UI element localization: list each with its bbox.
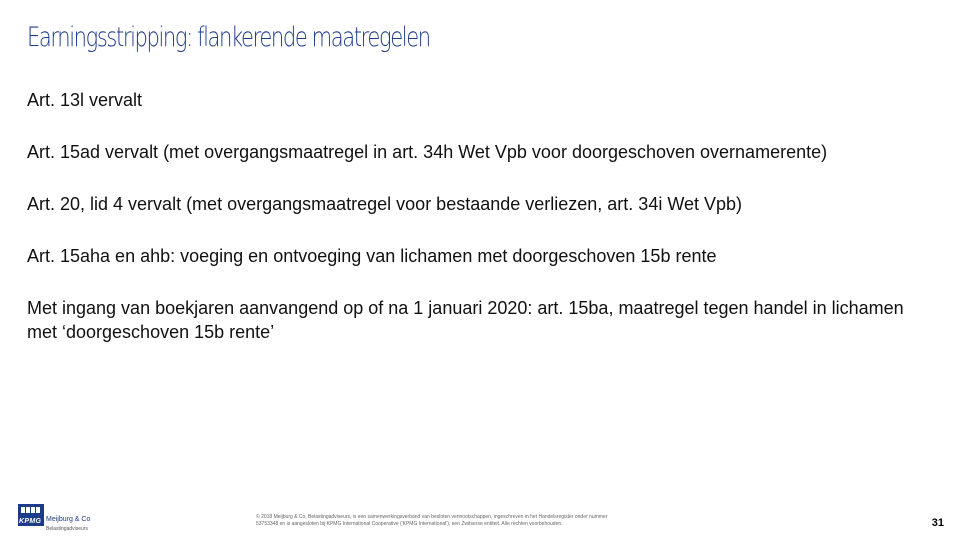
kpmg-logo-text: KPMG (19, 518, 42, 525)
legal-notice-line: © 2018 Meijburg & Co, Belastingadviseurs, is een samenwerkingsverband van besloten vennootschappen, ingeschreven in het Handelsregister onder nummer (256, 514, 608, 520)
paragraph-art-20: Art. 20, lid 4 vervalt (met overgangsmaatregel voor bestaande verliezen, art. 34i Wet Vpb) (27, 194, 743, 214)
firm-name: Meijburg & Co (46, 516, 91, 523)
legal-notice-line: 53753348 en is aangesloten bij KPMG International Cooperative ('KPMG International'), een Zwitserse entiteit. Alle rechten voorbehouden. (256, 521, 563, 527)
slide-body (27, 88, 927, 372)
slide-title: Earningsstripping: flankerende maatregelen (27, 22, 430, 53)
page-number: 31 (931, 517, 944, 529)
kpmg-logo-icon (18, 504, 44, 526)
paragraph-art-15aha: Art. 15aha en ahb: voeging en ontvoeging van lichamen met doorgeschoven 15b rente (27, 246, 717, 266)
paragraph-art-13l: Art. 13l vervalt (27, 90, 143, 110)
legal-notice (256, 514, 716, 528)
paragraph-art-15ba: Met ingang van boekjaren aanvangend op of na 1 januari 2020: art. 15ba, maatregel tegen handel in lichamen met ‘doorgeschoven 15b rente’ (27, 298, 904, 342)
paragraph-art-15ad: Art. 15ad vervalt (met overgangsmaatregel in art. 34h Wet Vpb voor doorgeschoven overnamerente) (27, 142, 828, 162)
kpmg-meijburg-logo (18, 500, 108, 536)
firm-subtitle: Belastingadviseurs (46, 526, 88, 532)
